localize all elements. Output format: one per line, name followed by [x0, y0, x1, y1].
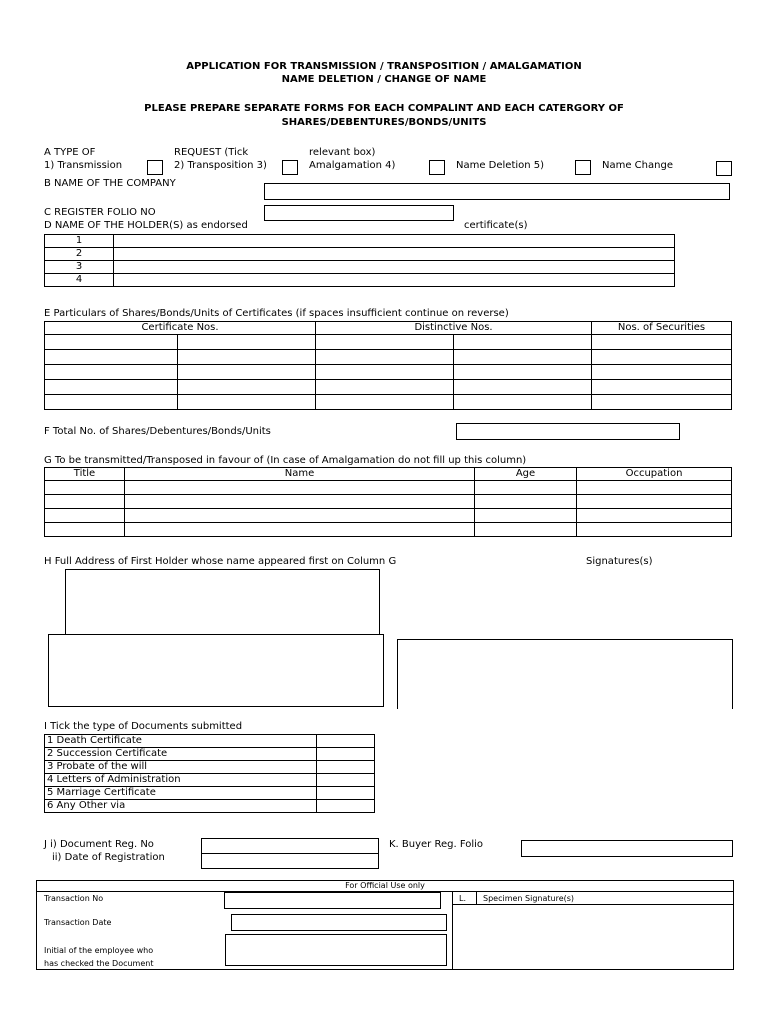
- table-header-row: [45, 322, 732, 335]
- cell[interactable]: [454, 395, 592, 410]
- occupation-header: Occupation: [577, 468, 732, 481]
- amalgamation-checkbox[interactable]: [429, 160, 445, 175]
- holder-name-cell[interactable]: [114, 274, 675, 287]
- cell[interactable]: [454, 350, 592, 365]
- company-name-input[interactable]: [264, 183, 730, 200]
- cell[interactable]: [45, 395, 178, 410]
- cell[interactable]: [45, 523, 125, 537]
- table-row: [45, 395, 732, 410]
- specimen-signature-label: Specimen Signature(s): [483, 894, 575, 903]
- document-type-label: 1 Death Certificate: [45, 735, 317, 748]
- cell[interactable]: [316, 380, 454, 395]
- cell[interactable]: [475, 481, 577, 495]
- checked-document-label: has checked the Document: [44, 959, 154, 968]
- cell[interactable]: [178, 335, 316, 350]
- transaction-date-input[interactable]: [231, 914, 447, 931]
- table-row: [45, 261, 675, 274]
- document-tick-cell[interactable]: [317, 761, 375, 774]
- cell[interactable]: [178, 350, 316, 365]
- specimen-divider: [452, 904, 734, 905]
- cell[interactable]: [178, 395, 316, 410]
- document-type-label: 5 Marriage Certificate: [45, 787, 317, 800]
- holder-name-label: D NAME OF THE HOLDER(S) as endorsed: [44, 220, 248, 231]
- holder-row-number: 3: [45, 261, 114, 274]
- address-box-upper[interactable]: [65, 569, 380, 636]
- document-tick-cell[interactable]: [317, 735, 375, 748]
- table-row: [45, 800, 375, 813]
- official-vertical-divider: [452, 891, 453, 970]
- cell[interactable]: [577, 495, 732, 509]
- official-use-title: For Official Use only: [345, 881, 425, 890]
- cell[interactable]: [178, 380, 316, 395]
- cell[interactable]: [316, 365, 454, 380]
- table-row: [45, 495, 732, 509]
- transferee-table: [44, 467, 732, 537]
- form-instruction: PLEASE PREPARE SEPARATE FORMS FOR EACH COMPALINT AND EACH CATERGORY OF: [144, 103, 624, 114]
- document-tick-cell[interactable]: [317, 748, 375, 761]
- buyer-reg-folio-label: K. Buyer Reg. Folio: [389, 839, 484, 850]
- form-instruction-category: SHARES/DEBENTURES/BONDS/UNITS: [281, 117, 487, 128]
- cell[interactable]: [592, 365, 732, 380]
- cell[interactable]: [125, 481, 475, 495]
- table-row: [45, 274, 675, 287]
- initial-employee-input[interactable]: [225, 934, 447, 966]
- name-change-checkbox[interactable]: [716, 161, 732, 176]
- particulars-label: E Particulars of Shares/Bonds/Units of Certificates (if spaces insufficient continue on reverse): [44, 308, 509, 319]
- document-reg-no-input[interactable]: [201, 838, 379, 854]
- address-box-lower[interactable]: [48, 634, 384, 707]
- cell[interactable]: [577, 481, 732, 495]
- holder-row-number: 2: [45, 248, 114, 261]
- documents-submitted-label: I Tick the type of Documents submitted: [44, 721, 243, 732]
- certificates-label: certificate(s): [464, 220, 528, 231]
- total-shares-label: F Total No. of Shares/Debentures/Bonds/Units: [44, 426, 271, 437]
- name-header: Name: [125, 468, 475, 481]
- table-row: [45, 509, 732, 523]
- table-row: [45, 481, 732, 495]
- cell[interactable]: [45, 509, 125, 523]
- nos-securities-header: Nos. of Securities: [592, 322, 732, 335]
- holder-names-table: [44, 234, 675, 287]
- cell[interactable]: [454, 380, 592, 395]
- l-divider: [476, 891, 477, 904]
- cell[interactable]: [592, 350, 732, 365]
- cell[interactable]: [577, 523, 732, 537]
- register-folio-input[interactable]: [264, 205, 454, 221]
- cell[interactable]: [316, 335, 454, 350]
- document-tick-cell[interactable]: [317, 787, 375, 800]
- cell[interactable]: [592, 395, 732, 410]
- request-label: REQUEST (Tick: [174, 147, 249, 158]
- transmission-checkbox[interactable]: [147, 160, 163, 175]
- document-tick-cell[interactable]: [317, 800, 375, 813]
- table-row: [45, 365, 732, 380]
- cell[interactable]: [475, 523, 577, 537]
- form-subtitle: NAME DELETION / CHANGE OF NAME: [281, 74, 487, 85]
- cell[interactable]: [45, 365, 178, 380]
- table-row: [45, 235, 675, 248]
- cell[interactable]: [577, 509, 732, 523]
- name-deletion-checkbox[interactable]: [575, 160, 591, 175]
- table-row: [45, 350, 732, 365]
- date-of-registration-label: ii) Date of Registration: [52, 852, 165, 863]
- initial-employee-label: Initial of the employee who: [44, 946, 154, 955]
- option-transmission-label: 1) Transmission: [44, 160, 123, 171]
- table-row: [45, 380, 732, 395]
- table-row: [45, 248, 675, 261]
- transaction-no-input[interactable]: [224, 892, 441, 909]
- holder-name-cell[interactable]: [114, 235, 675, 248]
- option-name-change-label: Name Change: [602, 160, 673, 171]
- signature-box[interactable]: [397, 639, 733, 709]
- transaction-date-label: Transaction Date: [44, 918, 112, 927]
- cell[interactable]: [475, 495, 577, 509]
- document-type-label: 3 Probate of the will: [45, 761, 317, 774]
- company-name-label: B NAME OF THE COMPANY: [44, 178, 176, 189]
- table-row: [45, 787, 375, 800]
- signatures-label: Signatures(s): [586, 556, 653, 567]
- cell[interactable]: [454, 335, 592, 350]
- form-title: APPLICATION FOR TRANSMISSION / TRANSPOSITION / AMALGAMATION: [186, 61, 582, 72]
- documents-table: [44, 734, 375, 813]
- relevant-box-label: relevant box): [309, 147, 376, 158]
- type-of-label: A TYPE OF: [44, 147, 96, 158]
- cell[interactable]: [475, 509, 577, 523]
- transposition-checkbox[interactable]: [282, 160, 298, 175]
- date-of-registration-input[interactable]: [201, 853, 379, 869]
- cell[interactable]: [125, 495, 475, 509]
- document-reg-no-label: J i) Document Reg. No: [44, 839, 154, 850]
- document-tick-cell[interactable]: [317, 774, 375, 787]
- l-label: L.: [459, 894, 466, 903]
- document-type-label: 6 Any Other via: [45, 800, 317, 813]
- table-row: [45, 335, 732, 350]
- cell[interactable]: [45, 335, 178, 350]
- register-folio-label: C REGISTER FOLIO NO: [44, 207, 156, 218]
- holder-name-cell[interactable]: [114, 248, 675, 261]
- cell[interactable]: [125, 523, 475, 537]
- cell[interactable]: [592, 335, 732, 350]
- option-transposition-label: 2) Transposition 3): [174, 160, 267, 171]
- table-header-row: [45, 468, 732, 481]
- document-type-label: 4 Letters of Administration: [45, 774, 317, 787]
- table-row: [45, 748, 375, 761]
- cell[interactable]: [45, 350, 178, 365]
- option-amalgamation-label: Amalgamation 4): [309, 160, 396, 171]
- holder-row-number: 1: [45, 235, 114, 248]
- table-row: [45, 774, 375, 787]
- cell[interactable]: [45, 495, 125, 509]
- table-row: [45, 761, 375, 774]
- holder-name-cell[interactable]: [114, 261, 675, 274]
- cell[interactable]: [316, 350, 454, 365]
- total-shares-input[interactable]: [456, 423, 680, 440]
- cell[interactable]: [592, 380, 732, 395]
- title-header: Title: [45, 468, 125, 481]
- cell[interactable]: [316, 395, 454, 410]
- cell[interactable]: [45, 380, 178, 395]
- option-name-deletion-label: Name Deletion 5): [456, 160, 545, 171]
- cell[interactable]: [178, 365, 316, 380]
- certificate-nos-header: Certificate Nos.: [45, 322, 316, 335]
- particulars-table: [44, 321, 732, 410]
- holder-row-number: 4: [45, 274, 114, 287]
- document-type-label: 2 Succession Certificate: [45, 748, 317, 761]
- table-row: [45, 735, 375, 748]
- full-address-label: H Full Address of First Holder whose name appeared first on Column G: [44, 556, 397, 567]
- table-row: [45, 523, 732, 537]
- buyer-reg-folio-input[interactable]: [521, 840, 733, 857]
- transmitted-in-favour-label: G To be transmitted/Transposed in favour of (In case of Amalgamation do not fill up this column): [44, 455, 527, 466]
- age-header: Age: [475, 468, 577, 481]
- cell[interactable]: [125, 509, 475, 523]
- cell[interactable]: [454, 365, 592, 380]
- transaction-no-label: Transaction No: [44, 894, 104, 903]
- cell[interactable]: [45, 481, 125, 495]
- distinctive-nos-header: Distinctive Nos.: [316, 322, 592, 335]
